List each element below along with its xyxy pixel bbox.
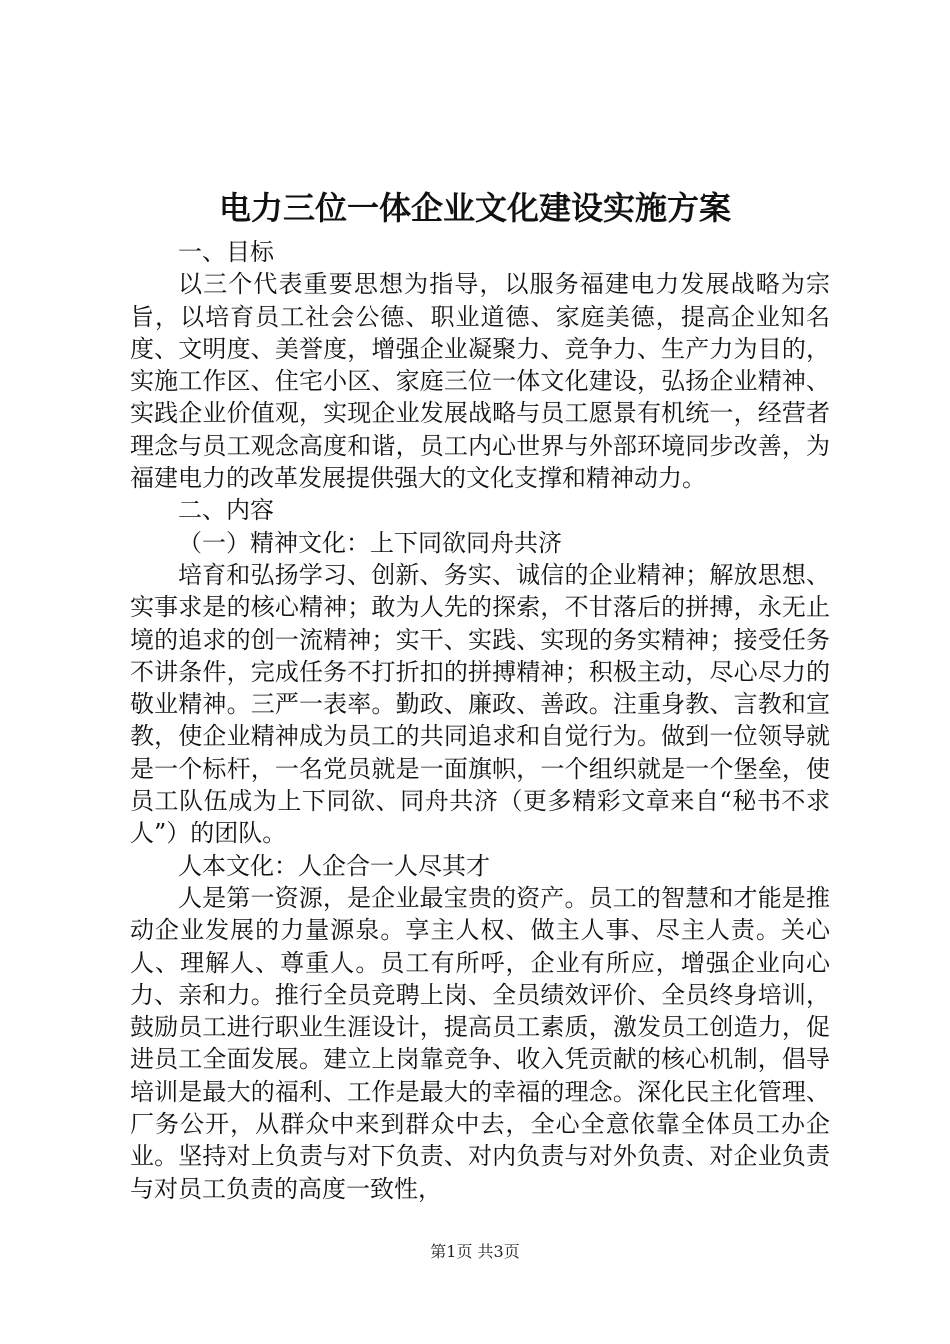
- subsection-heading-people: 人本文化：人企合一人尽其才: [178, 851, 490, 880]
- subsection-heading-spirit: （一）精神文化：上下同欲同舟共济: [178, 528, 562, 557]
- paragraph-spirit: 培育和弘扬学习、创新、务实、诚信的企业精神；解放思想、实事求是的核心精神；敢为人先的探索，不甘落后的拼搏，永无止境的追求的创一流精神；实干、实践、实现的务实精神；接受任务不讲条件，完成任务不打折扣的拼搏精神；积极主动，尽心尽力的敬业精神。三严一表率。勤政、廉政、善政。注重身教、言教和宣教，使企业精神成为员工的共同追求和自觉行为。做到一位领导就是一个标杆，一名党员就是一面旗帜，一个组织就是一个堡垒，使员工队伍成为上下同欲、同舟共济（更多精彩文章来自“秘书不求人”）的团队。: [130, 560, 830, 848]
- document-body: [130, 236, 830, 1205]
- page-footer: [0, 1242, 950, 1262]
- section-heading-content: 二、内容: [178, 496, 274, 525]
- paragraph-people: 人是第一资源，是企业最宝贵的资产。员工的智慧和才能是推动企业发展的力量源泉。享主人权、做主人事、尽主人责。关心人、理解人、尊重人。员工有所呼，企业有所应，增强企业向心力、亲和力。推行全员竞聘上岗、全员绩效评价、全员终身培训，鼓励员工进行职业生涯设计，提高员工素质，激发员工创造力，促进员工全面发展。建立上岗靠竞争、收入凭贡献的核心机制，倡导培训是最大的福利、工作是最大的幸福的理念。深化民主化管理、厂务公开，从群众中来到群众中去，全心全意依靠全体员工办企业。坚持对上负责与对下负责、对内负责与对外负责、对企业负责与对员工负责的高度一致性，: [130, 883, 830, 1203]
- paragraph-goal: 以三个代表重要思想为指导，以服务福建电力发展战略为宗旨，以培育员工社会公德、职业道德、家庭美德，提高企业知名度、文明度、美誉度，增强企业凝聚力、竞争力、生产力为目的，实施工作区、住宅小区、家庭三位一体文化建设，弘扬企业精神、实践企业价值观，实现企业发展战略与员工愿景有机统一，经营者理念与员工观念高度和谐，员工内心世界与外部环境同步改善，为福建电力的改革发展提供强大的文化支撑和精神动力。: [130, 270, 830, 493]
- document-title: 电力三位一体企业文化建设实施方案: [218, 189, 731, 227]
- page-number-indicator: 第1页 共3页: [430, 1242, 520, 1261]
- section-heading-goal: 一、目标: [178, 238, 274, 266]
